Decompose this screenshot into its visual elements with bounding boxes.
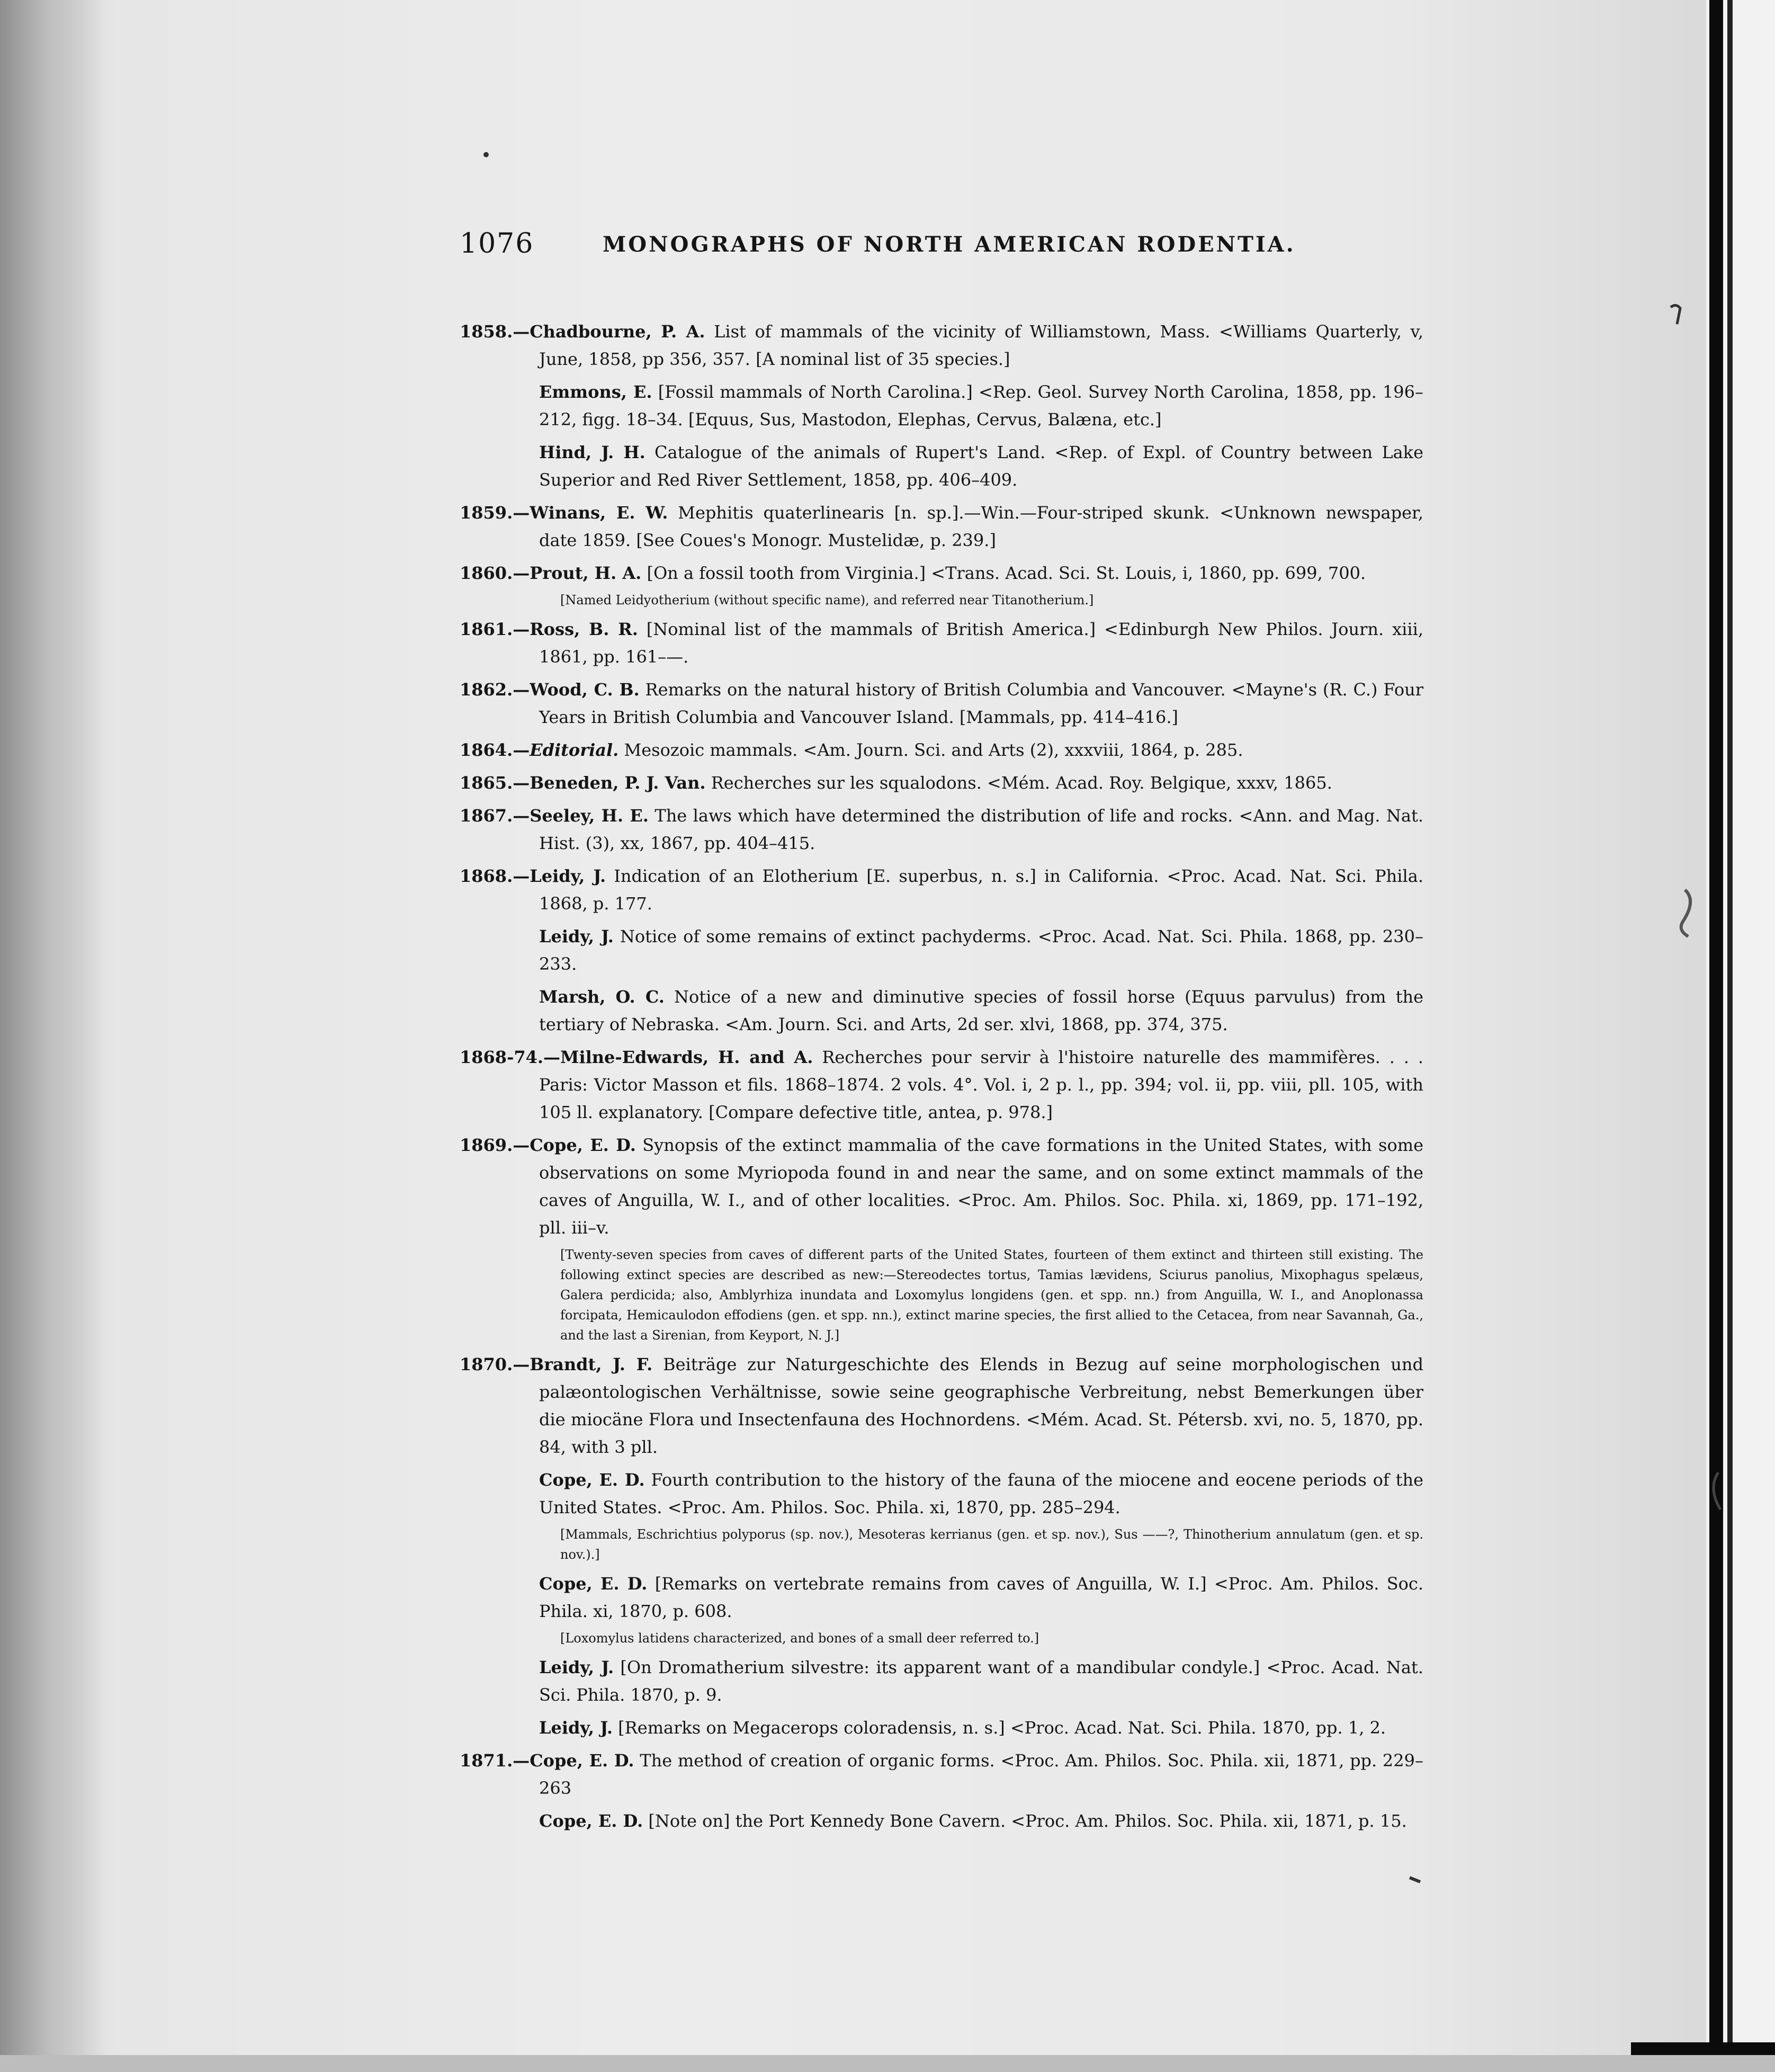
note-text: [Twenty-seven species from caves of different parts of the United States, fourteen of them extinct and thirteen still existing. The following extinct species are described as new:—Stereodectes tortus, Tamias lævidens, Sciurus panolius, Mixophagus spelæus, Galera perdicida; also, Amblyrhiza inundata and Loxomylus longidens (gen. et spp. nn.) from Anguilla, W. I., and Anoplonassa forcipata, Hemicaulodon effodiens (gen. et spp. nn.), extinct marine species, the first allied to the Cetacea, from near Savannah, Ga., and the last a Sirenian, from Keyport, N. J.] [560,1247,1423,1343]
entry-year: 1858.— [460,321,530,342]
entry-author: Cope, E. D. [539,1811,643,1831]
entry-text: Notice of some remains of extinct pachyderms. <Proc. Acad. Nat. Sci. Phila. 1868, pp. 230–233. [539,926,1424,974]
entry-text: Notice of a new and diminutive species of fossil horse (Equus parvulus) from the tertiary of Nebraska. <Am. Journ. Sci. and Arts, 2d ser. xlvi, 1868, pp. 374, 375. [539,987,1424,1034]
entry-text: The method of creation of organic forms. <Proc. Am. Philos. Soc. Phila. xii, 1871, pp. 229–263 [539,1751,1424,1798]
note-text: [Named Leidyotherium (without specific name), and referred near Titanotherium.] [560,593,1094,608]
entry-author: Emmons, E. [539,382,652,402]
entry-text: Mesozoic mammals. <Am. Journ. Sci. and Arts (2), xxxviii, 1864, p. 285. [618,740,1243,760]
speck [1714,1472,1720,1510]
speck [1681,890,1690,936]
entry-text: Remarks on the natural history of British Columbia and Vancouver. <Mayne's (R. C.) Four Years in British Columbia and Vancouver Island. [Mammals, pp. 414–416.] [539,680,1424,727]
entry-year: 1862.— [460,680,530,700]
entry-author: Seeley, H. E. [530,806,649,826]
entry-author: Winans, E. W. [530,503,668,523]
entry-text: Recherches sur les squalodons. <Mém. Acad. Roy. Belgique, xxxv, 1865. [705,773,1332,793]
entry-year: 1865.— [460,773,530,793]
entry-author: Leidy, J. [539,1657,614,1677]
entry-author: Cope, E. D. [539,1574,648,1594]
page-title: MONOGRAPHS OF NORTH AMERICAN RODENTIA. [603,232,1296,257]
entry-text: [On a fossil tooth from Virginia.] <Trans. Acad. Sci. St. Louis, i, 1860, pp. 699, 700. [641,563,1366,583]
entry-author: Leidy, J. [530,866,606,886]
page-number: 1076 [460,228,534,260]
entry-author: Wood, C. B. [530,680,640,700]
entry-text: [Note on] the Port Kennedy Bone Cavern. <Proc. Am. Philos. Soc. Phila. xii, 1871, p. 15. [643,1811,1407,1831]
entry-text: Recherches pour servir à l'histoire naturelle des mammifères. . . . Paris: Victor Masson et fils. 1868–1874. 2 vols. 4°. Vol. i, 2 p. l., pp. 394; vol. ii, pp. viii, pll. 105, with 105 ll. explanatory. [Compare defective title, antea, p. 978.] [539,1047,1424,1122]
entry-year: 1868.— [460,866,530,886]
entry-text: List of mammals of the vicinity of Williamstown, Mass. <Williams Quarterly, v, June, 1858, pp 356, 357. [A nominal list of 35 species.] [539,321,1424,369]
entry-text: [Remarks on vertebrate remains from caves of Anguilla, W. I.] <Proc. Am. Philos. Soc. Phila. xi, 1870, p. 608. [539,1574,1424,1621]
entry-author: Chadbourne, P. A. [530,321,705,342]
entry-text: [Remarks on Megacerops coloradensis, n. s.] <Proc. Acad. Nat. Sci. Phila. 1870, pp. 1, 2. [613,1718,1386,1738]
entry-year: 1870.— [460,1354,530,1374]
entry-author: Milne-Edwards, H. and A. [560,1047,813,1067]
entry-author: Beneden, P. J. Van. [530,773,706,793]
entry-text: [Fossil mammals of North Carolina.] <Rep. Geol. Survey North Carolina, 1858, pp. 196–212, figg. 18–34. [Equus, Sus, Mastodon, Elephas, Cervus, Balæna, etc.] [539,382,1424,430]
entry-text: Indication of an Elotherium [E. superbus, n. s.] in California. <Proc. Acad. Nat. Sci. Phila. 1868, p. 177. [539,866,1424,914]
entry-author: Cope, E. D. [530,1751,634,1771]
entry-text: The laws which have determined the distribution of life and rocks. <Ann. and Mag. Nat. Hist. (3), xx, 1867, pp. 404–415. [539,806,1424,853]
entry-text: Beiträge zur Naturgeschichte des Elends in Bezug auf seine morphologischen und palæontologischen Verhältnisse, sowie seine geographische Verbreitung, nebst Bemerkungen über die miocäne Flora und Insectenfauna des Hochnordens. <Mém. Acad. St. Pétersb. xvi, no. 5, 1870, pp. 84, with 3 pll. [539,1354,1424,1457]
entry-author: Marsh, O. C. [539,987,665,1007]
note-text: [Mammals, Eschrichtius polyporus (sp. nov.), Mesoteras kerrianus (gen. et sp. nov.), Sus ——?, Thinotherium annulatum (gen. et sp. nov.).] [560,1527,1423,1562]
speck [1671,305,1680,324]
entry-text: [On Dromatherium silvestre: its apparent want of a mandibular condyle.] <Proc. Acad. Nat. Sci. Phila. 1870, p. 9. [539,1657,1424,1705]
entry-author: Cope, E. D. [530,1135,636,1155]
speck [483,152,489,157]
entry-year: 1864.— [460,740,530,760]
entry-author: Brandt, J. F. [530,1354,653,1374]
entry-year: 1869.— [460,1135,530,1155]
entry-author: Ross, B. R. [530,619,638,639]
entry-author: Hind, J. H. [539,442,646,462]
entry-text: [Nominal list of the mammals of British America.] <Edinburgh New Philos. Journ. xiii, 1861, pp. 161–—. [539,619,1423,667]
entry-author: Leidy, J. [539,1718,613,1738]
entry-author: Editorial. [530,740,619,760]
entry-text: Mephitis quaterlinearis [n. sp.].—Win.—Four-striped skunk. <Unknown newspaper, date 1859. [See Coues's Monogr. Mustelidæ, p. 239.] [539,503,1424,550]
speck [1410,1878,1420,1882]
entry-author: Prout, H. A. [530,563,642,583]
entry-text: Catalogue of the animals of Rupert's Land. <Rep. of Expl. of Country between Lake Superior and Red River Settlement, 1858, pp. 406–409. [539,442,1424,490]
entry-author: Cope, E. D. [539,1470,645,1490]
entry-year: 1867.— [460,806,530,826]
entry-year: 1859.— [460,503,530,523]
entry-year: 1860.— [460,563,530,583]
entry-year: 1868-74.— [460,1047,561,1067]
entry-text: Fourth contribution to the history of the fauna of the miocene and eocene periods of the United States. <Proc. Am. Philos. Soc. Phila. xi, 1870, pp. 285–294. [539,1470,1424,1517]
entry-author: Leidy, J. [539,926,614,946]
entry-text: Synopsis of the extinct mammalia of the cave formations in the United States, with some observations on some Myriopoda found in and near the same, and on some extinct mammals of the caves of Anguilla, W. I., and of other localities. <Proc. Am. Philos. Soc. Phila. xi, 1869, pp. 171–192, pll. iii–v. [539,1135,1424,1238]
note-text: [Loxomylus latidens characterized, and bones of a small deer referred to.] [560,1631,1039,1646]
entry-year: 1861.— [460,619,530,639]
entry-year: 1871.— [460,1751,530,1771]
